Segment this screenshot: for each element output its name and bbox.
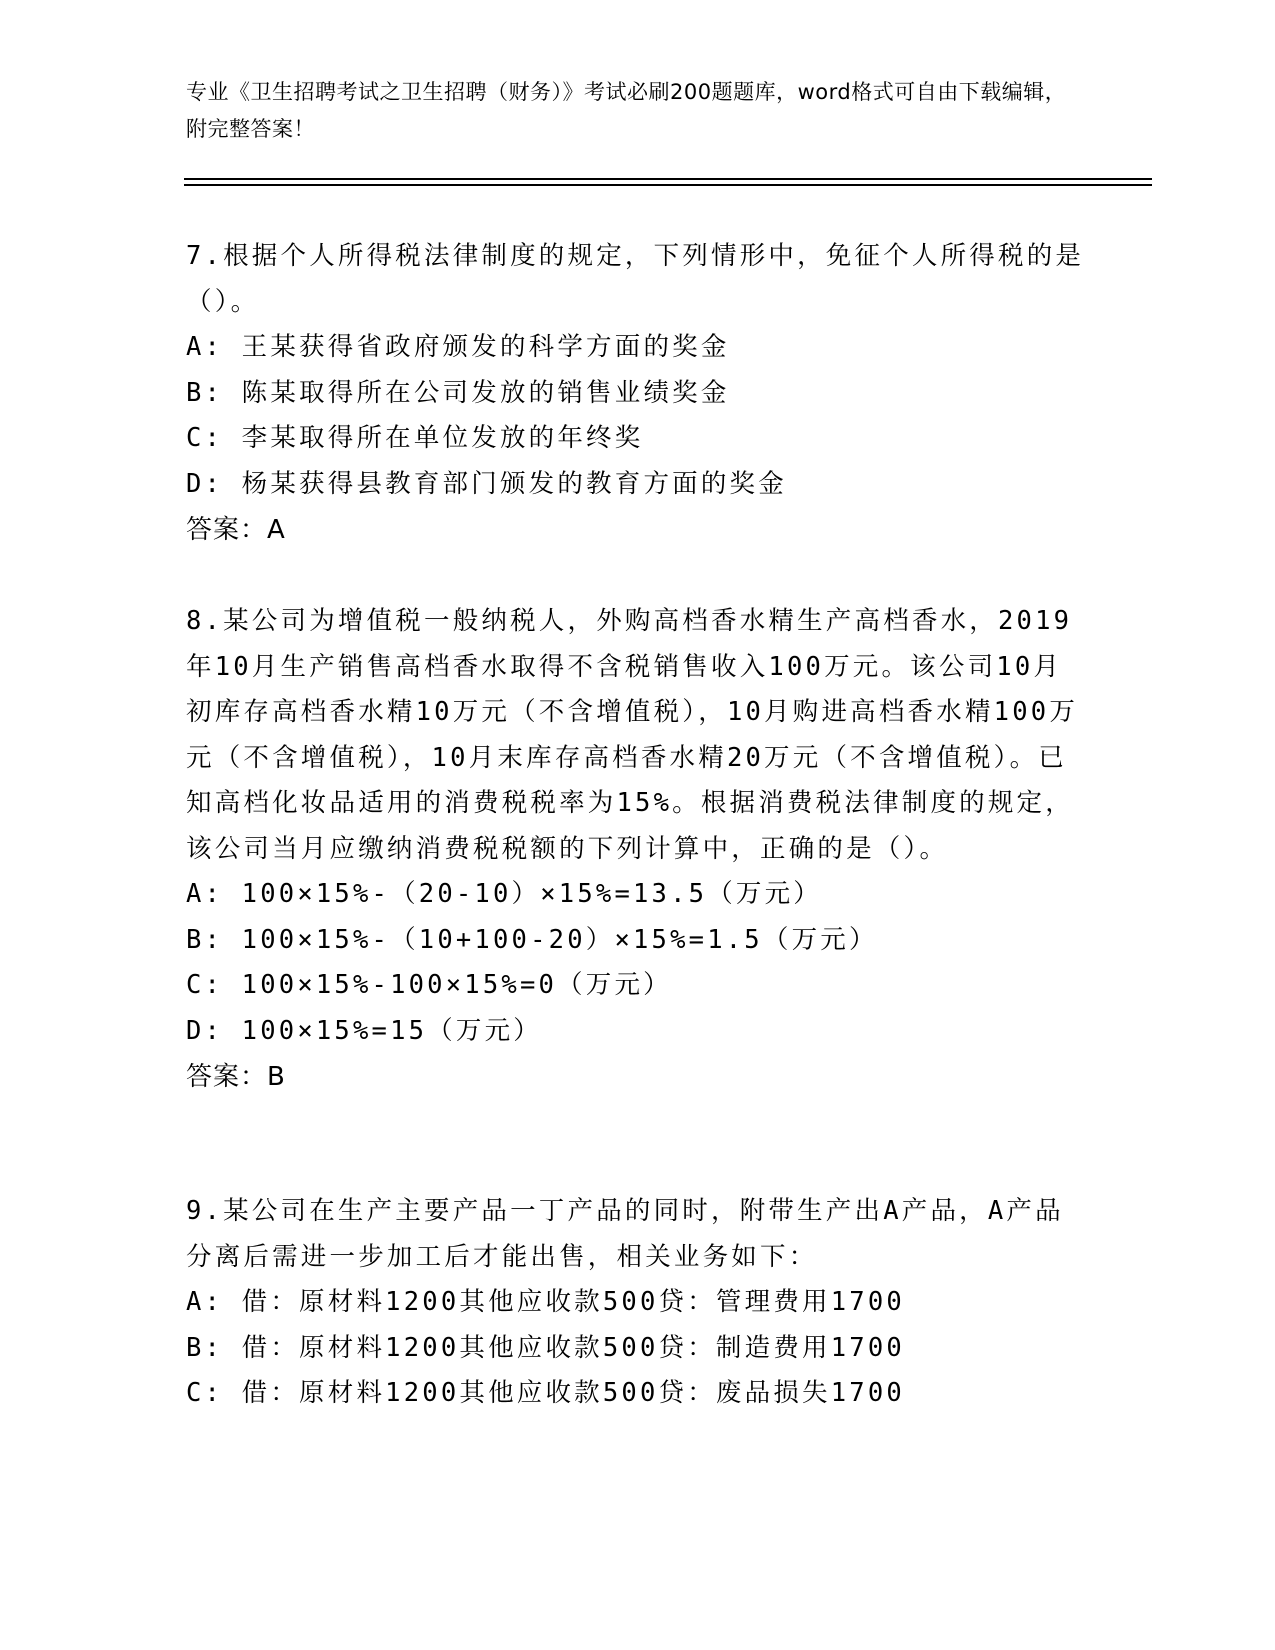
document-page — [186, 0, 1146, 1650]
option-b: B: 借：原材料1200其他应收款500贷：制造费用1700 — [186, 1332, 905, 1363]
question-text: 7.根据个人所得税法律制度的规定，下列情形中，免征个人所得税的是（）。 — [186, 241, 1085, 317]
option-c: C: 借：原材料1200其他应收款500贷：废品损失1700 — [186, 1378, 905, 1408]
question-text: 8.某公司为增值税一般纳税人，外购高档香水精生产高档香水，2019年10月生产销售高档香水取得不含税销售收入100万元。该公司10月初库存高档香水精10万元（不含增值税），10月购进高档香水精100万元（不含增值税），10月末库存高档香水精20万元（不含增值税）。已知高档化妆品适用的消费税税率为15%。根据消费税法律制度的规定，该公司当月应缴纳消费税税额的下列计算中，正确的是（）。 — [186, 606, 1079, 864]
option-d: D: 杨某获得县教育部门颁发的教育方面的奖金 — [186, 468, 787, 499]
option-a: A: 100×15%-（20-10）×15%=13.5（万元） — [186, 879, 823, 909]
header-divider-top — [184, 178, 1152, 180]
option-a: A: 借：原材料1200其他应收款500贷：管理费用1700 — [186, 1287, 905, 1317]
option-c: C: 李某取得所在单位发放的年终奖 — [186, 423, 644, 453]
header-divider-bottom — [184, 184, 1152, 186]
question-8 — [186, 599, 1086, 1100]
question-7 — [186, 234, 1086, 553]
page-header: 专业《卫生招聘考试之卫生招聘（财务）》考试必刷200题题库，word格式可自由下载编辑，附完整答案！ — [186, 80, 1067, 141]
option-b: B: 100×15%-（10+100-20）×15%=1.5（万元） — [186, 924, 878, 955]
answer: 答案：B — [186, 1062, 286, 1092]
option-c: C: 100×15%-100×15%=0（万元） — [186, 970, 672, 1000]
question-9 — [186, 1189, 1086, 1417]
option-a: A: 王某获得省政府颁发的科学方面的奖金 — [186, 332, 730, 362]
answer: 答案：A — [186, 515, 286, 545]
option-d: D: 100×15%=15（万元） — [186, 1015, 542, 1046]
option-b: B: 陈某取得所在公司发放的销售业绩奖金 — [186, 377, 730, 408]
question-text: 9.某公司在生产主要产品一丁产品的同时，附带生产出A产品，A产品分离后需进一步加工后才能出售，相关业务如下： — [186, 1196, 1064, 1272]
